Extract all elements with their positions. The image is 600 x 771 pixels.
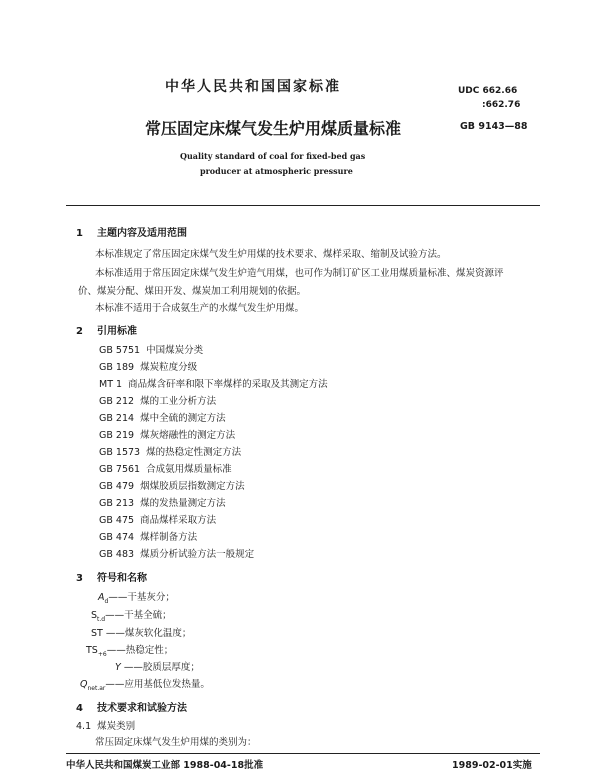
reference-standard: GB 214 煤中全硫的测定方法: [99, 413, 226, 424]
reference-standard: GB 5751 中国煤炭分类: [99, 345, 204, 356]
document-title: 常压固定床煤气发生炉用煤质量标准: [145, 119, 402, 138]
section-2-title: 引用标准: [96, 326, 137, 337]
udc-code-secondary: :662.76: [482, 100, 521, 110]
subsection-4-1-heading: 4.1 煤炭类别: [76, 721, 136, 732]
section-3-number: 3: [76, 573, 83, 584]
symbol-definition: $Q_{net.ar}——$应用基低位发热量。: [80, 679, 210, 692]
section-1-number: 1: [76, 228, 83, 239]
section-4-heading: [76, 699, 187, 714]
section-4-number: 4: [76, 703, 83, 714]
english-title-line-1: Quality standard of coal for fixed-bed gas: [180, 151, 366, 161]
english-title-line-2: producer at atmospheric pressure: [200, 166, 353, 176]
reference-standard: MT 1 商品煤含矸率和限下率煤样的采取及其测定方法: [99, 379, 328, 390]
section-1-paragraph-2b: 价、煤炭分配、煤田开发、煤炭加工利用规划的依据。: [78, 286, 307, 297]
section-1-heading: [76, 224, 187, 239]
approval-statement: 中华人民共和国煤炭工业部 1988-04-18批准: [66, 760, 264, 771]
section-1-title: 主题内容及适用范围: [96, 228, 187, 239]
section-1-paragraph-1: 本标准规定了常压固定床煤气发生炉用煤的技术要求、煤样采取、缩制及试验方法。: [95, 249, 447, 260]
footer-divider: [66, 753, 540, 754]
symbol-definition: $A_d——$干基灰分；: [98, 592, 175, 605]
issuing-authority: 中华人民共和国国家标准: [165, 79, 341, 95]
section-3-heading: [76, 569, 147, 584]
reference-standard: GB 219 煤灰熔融性的测定方法: [99, 430, 236, 441]
symbol-definition: $S_{t.d}——$干基全硫；: [91, 610, 172, 623]
reference-standard: GB 483 煤质分析试验方法一般规定: [99, 549, 255, 560]
section-3-title: 符号和名称: [96, 573, 147, 584]
section-2-heading: [76, 322, 137, 337]
effective-date: 1989-02-01实施: [452, 760, 532, 771]
symbol-definition: ST ——煤灰软化温度；: [91, 628, 192, 639]
reference-standard: GB 479 烟煤胶质层指数测定方法: [99, 481, 245, 492]
reference-standard: GB 7561 合成氨用煤质量标准: [99, 464, 232, 475]
reference-standard: GB 474 煤样制备方法: [99, 532, 198, 543]
section-4-title: 技术要求和试验方法: [96, 703, 187, 714]
section-1-paragraph-3: 本标准不适用于合成氨生产的水煤气发生炉用煤。: [95, 303, 305, 314]
section-1-paragraph-2a: 本标准适用于常压固定床煤气发生炉造气用煤，也可作为制订矿区工业用煤质量标准、煤炭资源评: [95, 268, 504, 279]
symbol-definition: Y ——胶质层厚度；: [115, 662, 200, 673]
gb-standard-code: GB 9143—88: [460, 121, 528, 132]
reference-standard: GB 212 煤的工业分析方法: [99, 396, 217, 407]
reference-standard: GB 475 商品煤样采取方法: [99, 515, 217, 526]
header-divider: [66, 205, 540, 206]
reference-standard: GB 1573 煤的热稳定性测定方法: [99, 447, 242, 458]
section-2-number: 2: [76, 326, 83, 337]
reference-standard: GB 189 煤炭粒度分级: [99, 362, 198, 373]
subsection-4-1-text: 常压固定床煤气发生炉用煤的类别为：: [95, 737, 257, 748]
udc-code: UDC 662.66: [458, 86, 518, 96]
reference-standard: GB 213 煤的发热量测定方法: [99, 498, 226, 509]
symbol-definition: $TS_{+6}——$热稳定性；: [86, 645, 174, 658]
